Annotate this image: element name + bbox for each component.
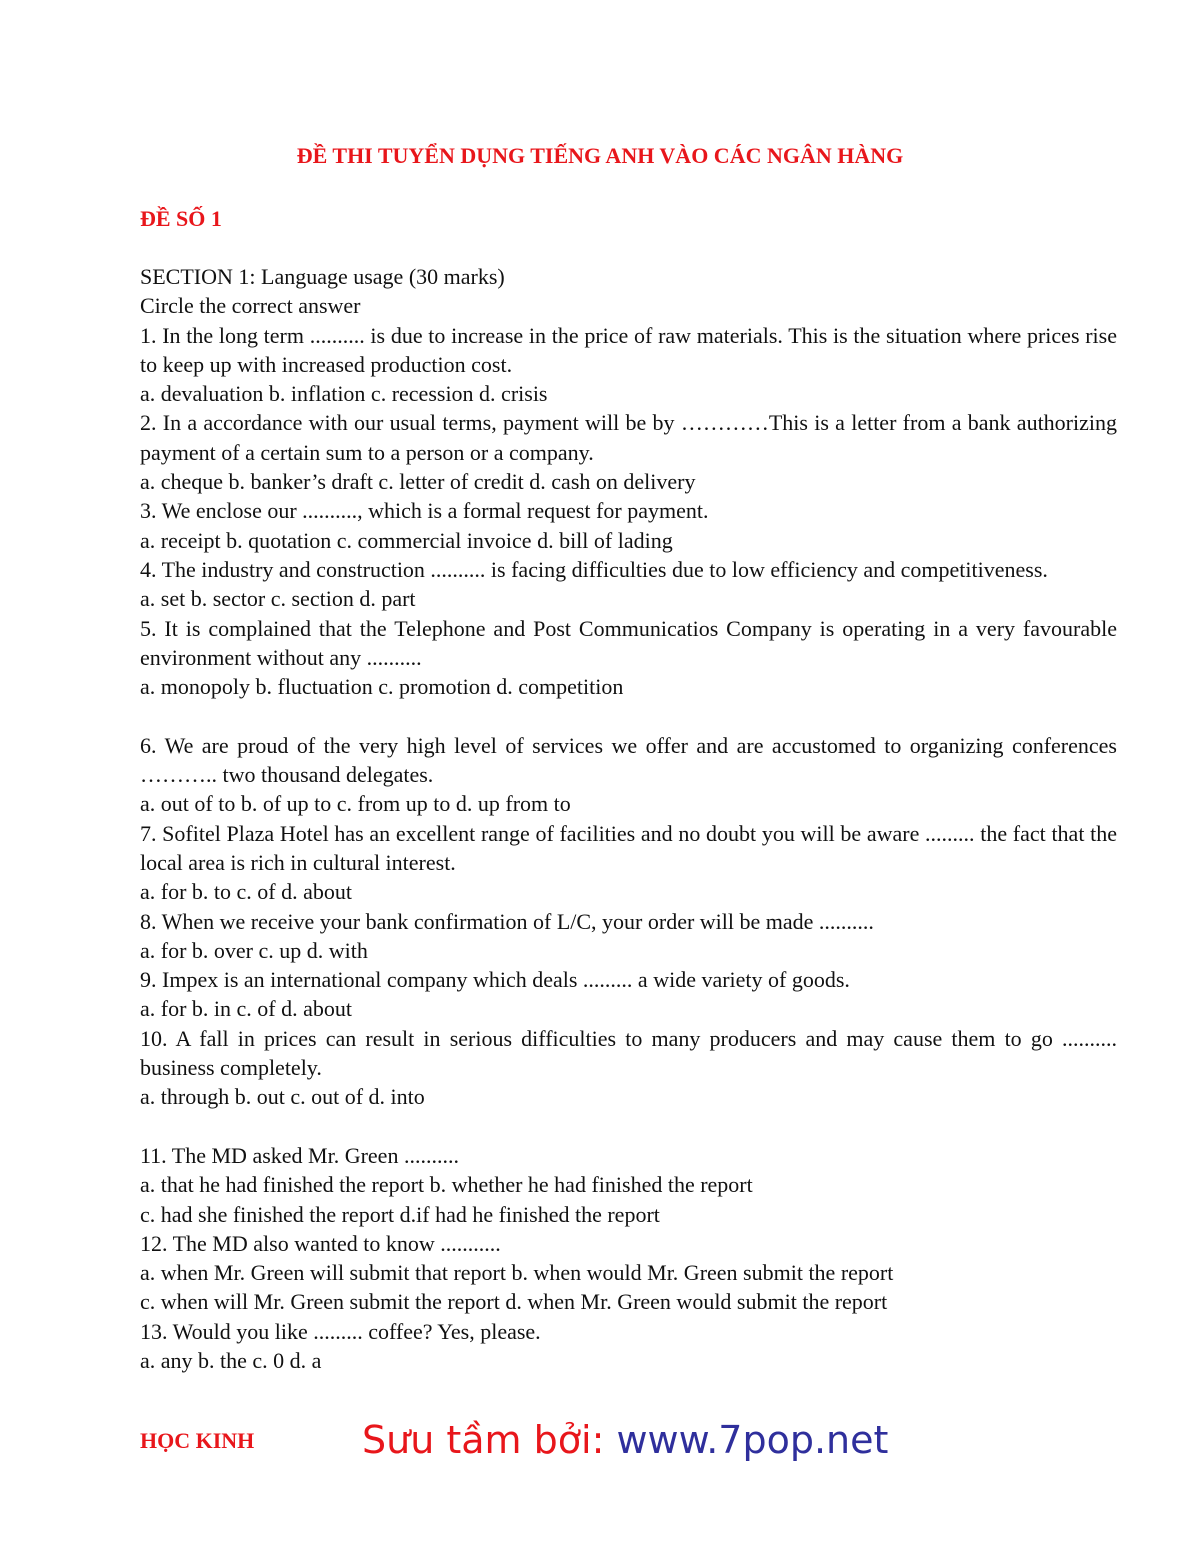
- instruction-text: Circle the correct answer: [140, 293, 361, 319]
- options-12b: c. when will Mr. Green submit the report d. when Mr. Green would submit the report: [140, 1289, 888, 1315]
- options-5: a. monopoly b. fluctuation c. promotion d. competition: [140, 674, 624, 700]
- options-2: a. cheque b. banker’s draft c. letter of credit d. cash on delivery: [140, 469, 696, 495]
- options-6: a. out of to b. of up to c. from up to d. up from to: [140, 791, 571, 817]
- question-10: 10. A fall in prices can result in serious difficulties to many producers and may cause them to go .......... business completely.: [140, 1025, 1117, 1081]
- question-1: 1. In the long term .......... is due to increase in the price of raw materials. This is the situation where prices rise to keep up with increased production cost.: [140, 322, 1117, 377]
- options-1: a. devaluation b. inflation c. recession d. crisis: [140, 381, 548, 407]
- question-11: 11. The MD asked Mr. Green ..........: [140, 1142, 459, 1168]
- document-body: [140, 262, 1117, 1375]
- options-11a: a. that he had finished the report b. whether he had finished the report: [140, 1172, 753, 1198]
- question-13: 13. Would you like ......... coffee? Yes, please.: [140, 1318, 541, 1344]
- options-3: a. receipt b. quotation c. commercial invoice d. bill of lading: [140, 527, 673, 553]
- footer-left-text: HỌC KINH: [140, 1428, 255, 1453]
- options-13: a. any b. the c. 0 d. a: [140, 1347, 322, 1373]
- watermark-prefix: Sưu tầm bởi:: [362, 1418, 617, 1462]
- question-8: 8. When we receive your bank confirmation of L/C, your order will be made ..........: [140, 908, 874, 934]
- options-8: a. for b. over c. up d. with: [140, 937, 368, 963]
- options-10: a. through b. out c. out of d. into: [140, 1084, 425, 1110]
- options-9: a. for b. in c. of d. about: [140, 996, 352, 1022]
- options-11b: c. had she finished the report d.if had he finished the report: [140, 1201, 660, 1227]
- question-2: 2. In a accordance with our usual terms, payment will be by …………This is a letter from a bank authorizing payment of a certain sum to a person or a company.: [140, 410, 1117, 465]
- question-7: 7. Sofitel Plaza Hotel has an excellent range of facilities and no doubt you will be aware ......... the fact that the local area is rich in cultural interest.: [140, 820, 1117, 875]
- options-7: a. for b. to c. of d. about: [140, 879, 352, 905]
- spacer: [140, 1112, 1117, 1141]
- options-4: a. set b. sector c. section d. part: [140, 586, 416, 612]
- spacer: [140, 701, 1117, 730]
- question-12: 12. The MD also wanted to know ...........: [140, 1230, 501, 1256]
- options-12a: a. when Mr. Green will submit that report b. when would Mr. Green submit the report: [140, 1260, 894, 1286]
- question-4: 4. The industry and construction .......... is facing difficulties due to low efficiency and competitiveness.: [140, 556, 1048, 582]
- section-heading: SECTION 1: Language usage (30 marks): [140, 264, 505, 289]
- question-6: 6. We are proud of the very high level of services we offer and are accustomed to organizing conferences ……….. two thousand delegates.: [140, 732, 1117, 788]
- document-title: ĐỀ THI TUYỂN DỤNG TIẾNG ANH VÀO CÁC NGÂN HÀNG: [296, 143, 904, 168]
- source-watermark: [362, 1418, 888, 1462]
- question-3: 3. We enclose our .........., which is a formal request for payment.: [140, 498, 709, 524]
- watermark-url: www.7pop.net: [616, 1418, 889, 1462]
- exam-number: ĐỀ SỐ 1: [140, 206, 222, 231]
- question-5: 5. It is complained that the Telephone and Post Communicatios Company is operating in a very favourable environment without any ..........: [140, 615, 1117, 670]
- question-9: 9. Impex is an international company which deals ......... a wide variety of goods.: [140, 967, 850, 993]
